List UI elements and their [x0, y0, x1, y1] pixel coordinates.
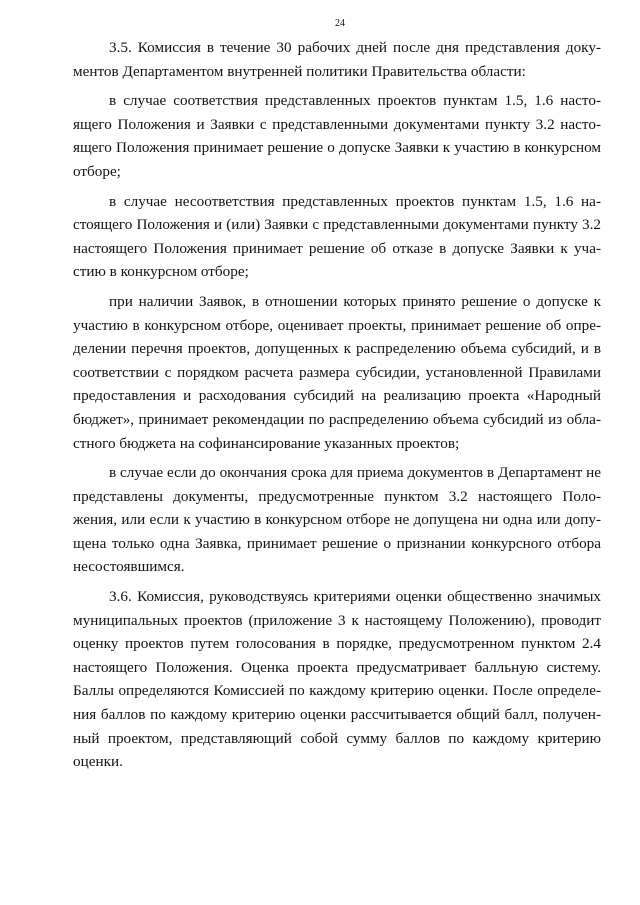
paragraph-project-evaluation: при наличии Заявок, в отношении которых принято решение о допуске к участию в конкурсном отборе, оценивает проекты, принимает решение об определении перечня проектов, допущенных к распределению объема субсидий, и в соответствии с порядком расчета размера субсидии, установленной Правилами предоставления и расходования субсидий на реализацию проекта «Народный бюджет», принимает рекомендации по распределению объема субсидий из областного бюджета на софинансирование указанных проектов;	[73, 292, 601, 452]
paragraph-3-6: 3.6. Комиссия, руководствуясь критериями оценки общественно значимых муниципальных проектов (приложение 3 к настоящему Положению), проводит оценку проектов путем голосования в порядке, предусмотренном пунктом 2.4 настоящего Положения. Оценка проекта предусматривает балльную систему. Баллы определяются Комиссией по каждому критерию оценки. После определения баллов по каждому критерию оценки рассчитывается общий балл, полученный проектом, представляющий собой сумму баллов по каждому критерию оценки.	[73, 588, 601, 771]
paragraph-selection-failed: в случае если до окончания срока для приема документов в Департамент не представлены документы, предусмотренные пунктом 3.2 настоящего Положения, или если к участию в конкурсном отборе не допущена ни одна или допущена только одна Заявка, принимает решение о признании конкурсного отбора несостоявшимся.	[73, 464, 601, 576]
paragraph-admission-decision: в случае соответствия представленных проектов пунктам 1.5, 1.6 настоящего Положения и Заявки с представленными документами пункту 3.2 настоящего Положения принимает решение о допуске Заявки к участию в конкурсном отборе;	[73, 92, 601, 180]
paragraph-refusal-decision: в случае несоответствия представленных проектов пунктам 1.5, 1.6 настоящего Положения и (или) Заявки с представленными документами пункту 3.2 настоящего Положения принимает решение об отказе в допуске Заявки к участию в конкурсном отборе;	[73, 192, 601, 281]
paragraph-3-5: 3.5. Комиссия в течение 30 рабочих дней после дня представления документов Департаментом внутренней политики Правительства области:	[73, 39, 601, 80]
page-number: 24	[335, 18, 345, 29]
document-body	[73, 36, 601, 780]
